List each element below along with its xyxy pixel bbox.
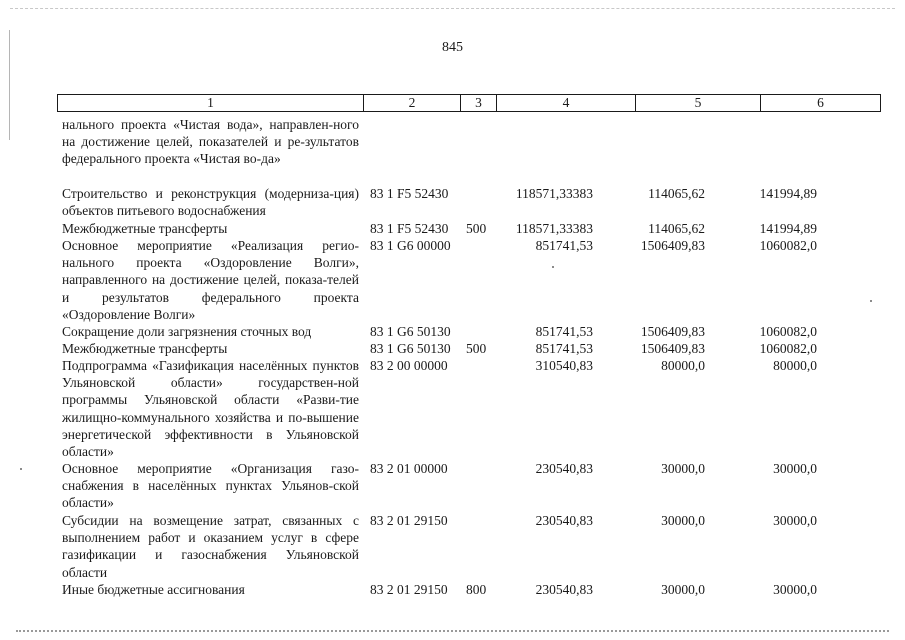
row-name: Строительство и реконструкция (модерниза-ция) объектов питьевого водоснабжения	[62, 186, 359, 219]
row-value-col4: 118571,33383	[515, 186, 593, 201]
column-header-row	[58, 95, 881, 112]
table-row	[57, 220, 837, 237]
row-code: 83 1 G6 00000	[370, 238, 451, 253]
scan-speck	[552, 266, 554, 268]
row-value-col5: 30000,0	[661, 513, 705, 528]
row-code: 83 2 01 29150	[370, 582, 448, 597]
column-header-2: 2	[364, 95, 461, 112]
row-name: Субсидии на возмещение затрат, связанных с выполнением работ и оказанием услуг в сфере газификации и газоснабжения Ульяновской области	[62, 513, 359, 580]
row-value-col4: 230540,83	[535, 461, 593, 476]
page-number: 845	[442, 40, 463, 55]
row-code: 83 1 F5 52430	[370, 186, 449, 201]
row-code: 83 2 01 29150	[370, 513, 448, 528]
table-row	[57, 237, 837, 323]
row-value-col6: 80000,0	[773, 358, 817, 373]
column-header-6: 6	[761, 95, 881, 112]
row-value-col6: 141994,89	[759, 221, 817, 236]
row-expense-type: 800	[466, 582, 487, 597]
scan-speck	[20, 468, 22, 470]
row-name: Межбюджетные трансферты	[62, 221, 228, 236]
row-code: 83 1 G6 50130	[370, 341, 451, 356]
column-header-table	[57, 94, 881, 112]
table-row	[57, 323, 837, 340]
row-code: 83 1 G6 50130	[370, 324, 451, 339]
row-value-col6: 1060082,0	[759, 341, 817, 356]
scan-speck	[870, 300, 872, 302]
row-code: 83 2 01 00000	[370, 461, 448, 476]
row-name: Основное мероприятие «Организация газо-снабжения в населённых пунктах Ульянов-ской области»	[62, 461, 359, 511]
table-row	[57, 340, 837, 357]
row-name: Иные бюджетные ассигнования	[62, 582, 245, 597]
table-row	[57, 116, 837, 185]
scan-edge-top	[10, 8, 895, 9]
row-code: 83 2 00 00000	[370, 358, 448, 373]
row-name: Подпрограмма «Газификация населённых пунктов Ульяновской области» государствен-ной программы Ульяновской области «Разви-тие жилищно-коммунального хозяйства и по-вышение энергетической эффективности в Ульяновской области»	[62, 358, 359, 460]
row-value-col6: 30000,0	[773, 461, 817, 476]
row-name: Межбюджетные трансферты	[62, 341, 228, 356]
table-row	[57, 512, 837, 581]
row-value-col5: 1506409,83	[640, 238, 705, 253]
column-header-3: 3	[461, 95, 497, 112]
row-value-col4: 310540,83	[535, 358, 593, 373]
row-value-col6: 30000,0	[773, 582, 817, 597]
row-value-col6: 1060082,0	[759, 238, 817, 253]
row-value-col5: 1506409,83	[640, 341, 705, 356]
table-row	[57, 581, 837, 598]
row-name: Основное мероприятие «Реализация регио-нального проекта «Оздоровление Волги», направленного на достижение целей, показа-телей и результатов федерального проекта «Оздоровление Волги»	[62, 238, 359, 322]
row-value-col5: 30000,0	[661, 461, 705, 476]
column-header-1: 1	[58, 95, 364, 112]
table-row	[57, 357, 837, 460]
row-value-col4: 230540,83	[535, 513, 593, 528]
row-value-col6: 1060082,0	[759, 324, 817, 339]
row-value-col6: 30000,0	[773, 513, 817, 528]
row-value-col4: 851741,53	[535, 238, 593, 253]
row-value-col6: 141994,89	[759, 186, 817, 201]
column-header-5: 5	[636, 95, 761, 112]
row-code: 83 1 F5 52430	[370, 221, 449, 236]
table-row	[57, 185, 837, 220]
row-value-col4: 851741,53	[535, 324, 593, 339]
table-row	[57, 460, 837, 512]
row-expense-type: 500	[466, 221, 487, 236]
row-value-col4: 851741,53	[535, 341, 593, 356]
row-value-col5: 30000,0	[661, 582, 705, 597]
row-name: нального проекта «Чистая вода», направлен-ного на достижение целей, показателей и ре-зультатов федерального проекта «Чистая во-да»	[62, 117, 359, 167]
row-expense-type: 500	[466, 341, 487, 356]
row-value-col5: 114065,62	[648, 186, 705, 201]
row-value-col5: 80000,0	[661, 358, 705, 373]
row-name: Сокращение доли загрязнения сточных вод	[62, 324, 312, 339]
row-value-col4: 230540,83	[535, 582, 593, 597]
row-value-col5: 1506409,83	[640, 324, 705, 339]
scan-edge-bottom	[16, 630, 889, 632]
row-value-col5: 114065,62	[648, 221, 705, 236]
row-value-col4: 118571,33383	[515, 221, 593, 236]
column-header-4: 4	[497, 95, 636, 112]
